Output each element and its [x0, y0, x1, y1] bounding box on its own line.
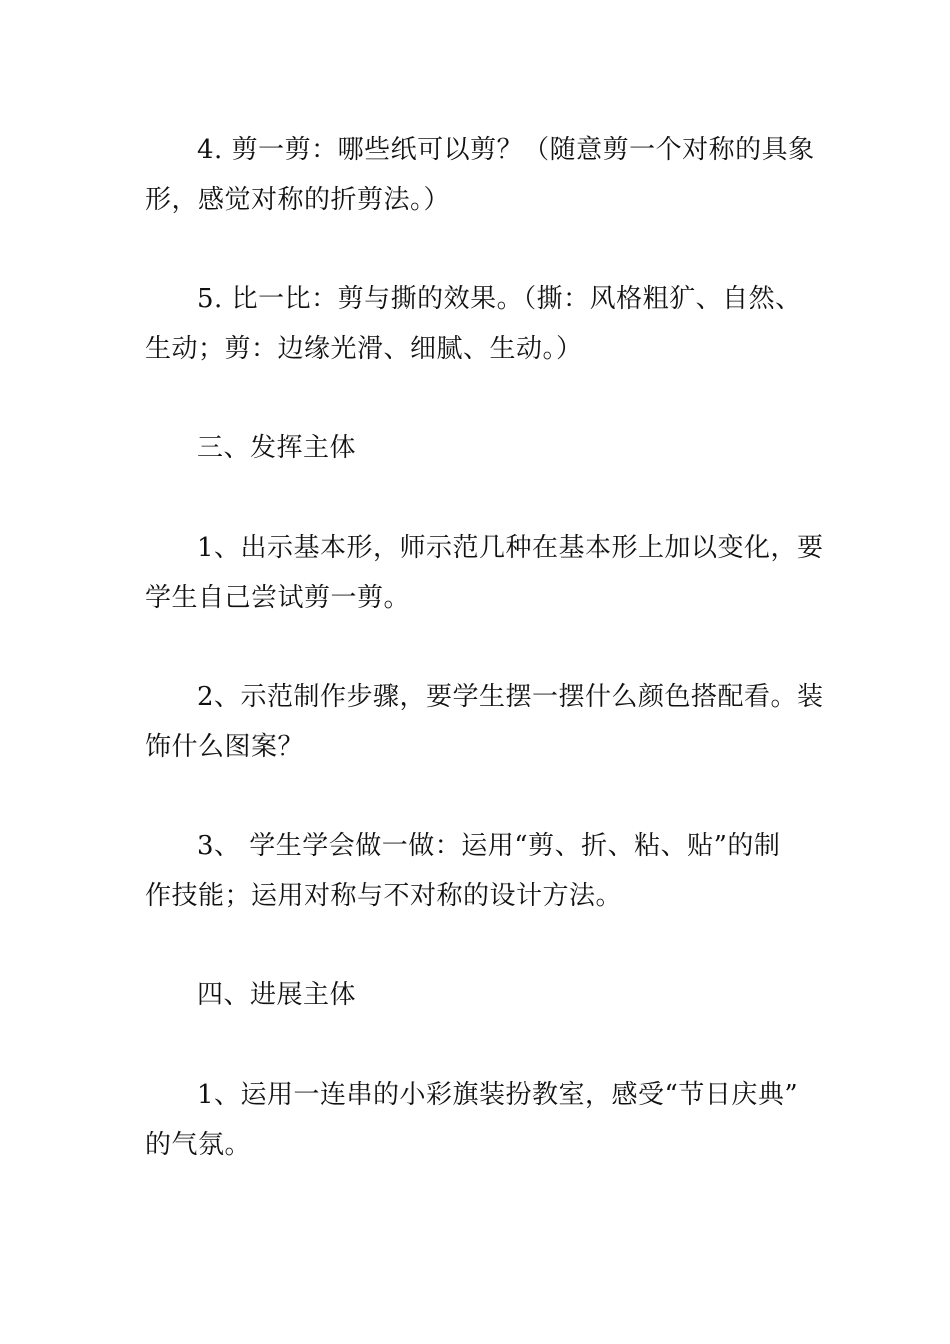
paragraph-step-3	[145, 821, 810, 921]
section-heading-3	[145, 423, 810, 473]
paragraph-decorate-classroom	[145, 1070, 810, 1170]
text-line: 5. 比一比：剪与撕的效果。（撕：风格粗犷、自然、	[197, 284, 802, 314]
text-line: 4. 剪一剪：哪些纸可以剪？（随意剪一个对称的具象	[197, 135, 815, 165]
text-line: 饰什么图案？	[145, 732, 305, 762]
text-line: 形，感觉对称的折剪法。）	[145, 185, 451, 215]
text-line: 学生自己尝试剪一剪。	[145, 583, 411, 613]
text-line: 的气氛。	[145, 1130, 252, 1160]
text-line: 2、示范制作步骤，要学生摆一摆什么颜色搭配看。装	[197, 682, 824, 712]
section-heading-4	[145, 970, 810, 1020]
text-line: 3、 学生学会做一做：运用“剪、折、粘、贴”的制	[197, 831, 781, 861]
paragraph-cut-activity	[145, 125, 815, 225]
text-line: 1、运用一连串的小彩旗装扮教室，感受“节日庆典”	[197, 1080, 799, 1110]
heading-text: 三、发挥主体	[197, 433, 357, 463]
text-line: 1、出示基本形，师示范几种在基本形上加以变化，要	[197, 533, 824, 563]
text-line: 作技能；运用对称与不对称的设计方法。	[145, 881, 623, 911]
text-line: 生动；剪：边缘光滑、细腻、生动。）	[145, 334, 583, 364]
paragraph-compare-activity	[145, 274, 810, 374]
paragraph-step-2	[145, 672, 824, 772]
paragraph-step-1	[145, 523, 824, 623]
heading-text: 四、进展主体	[197, 980, 357, 1010]
